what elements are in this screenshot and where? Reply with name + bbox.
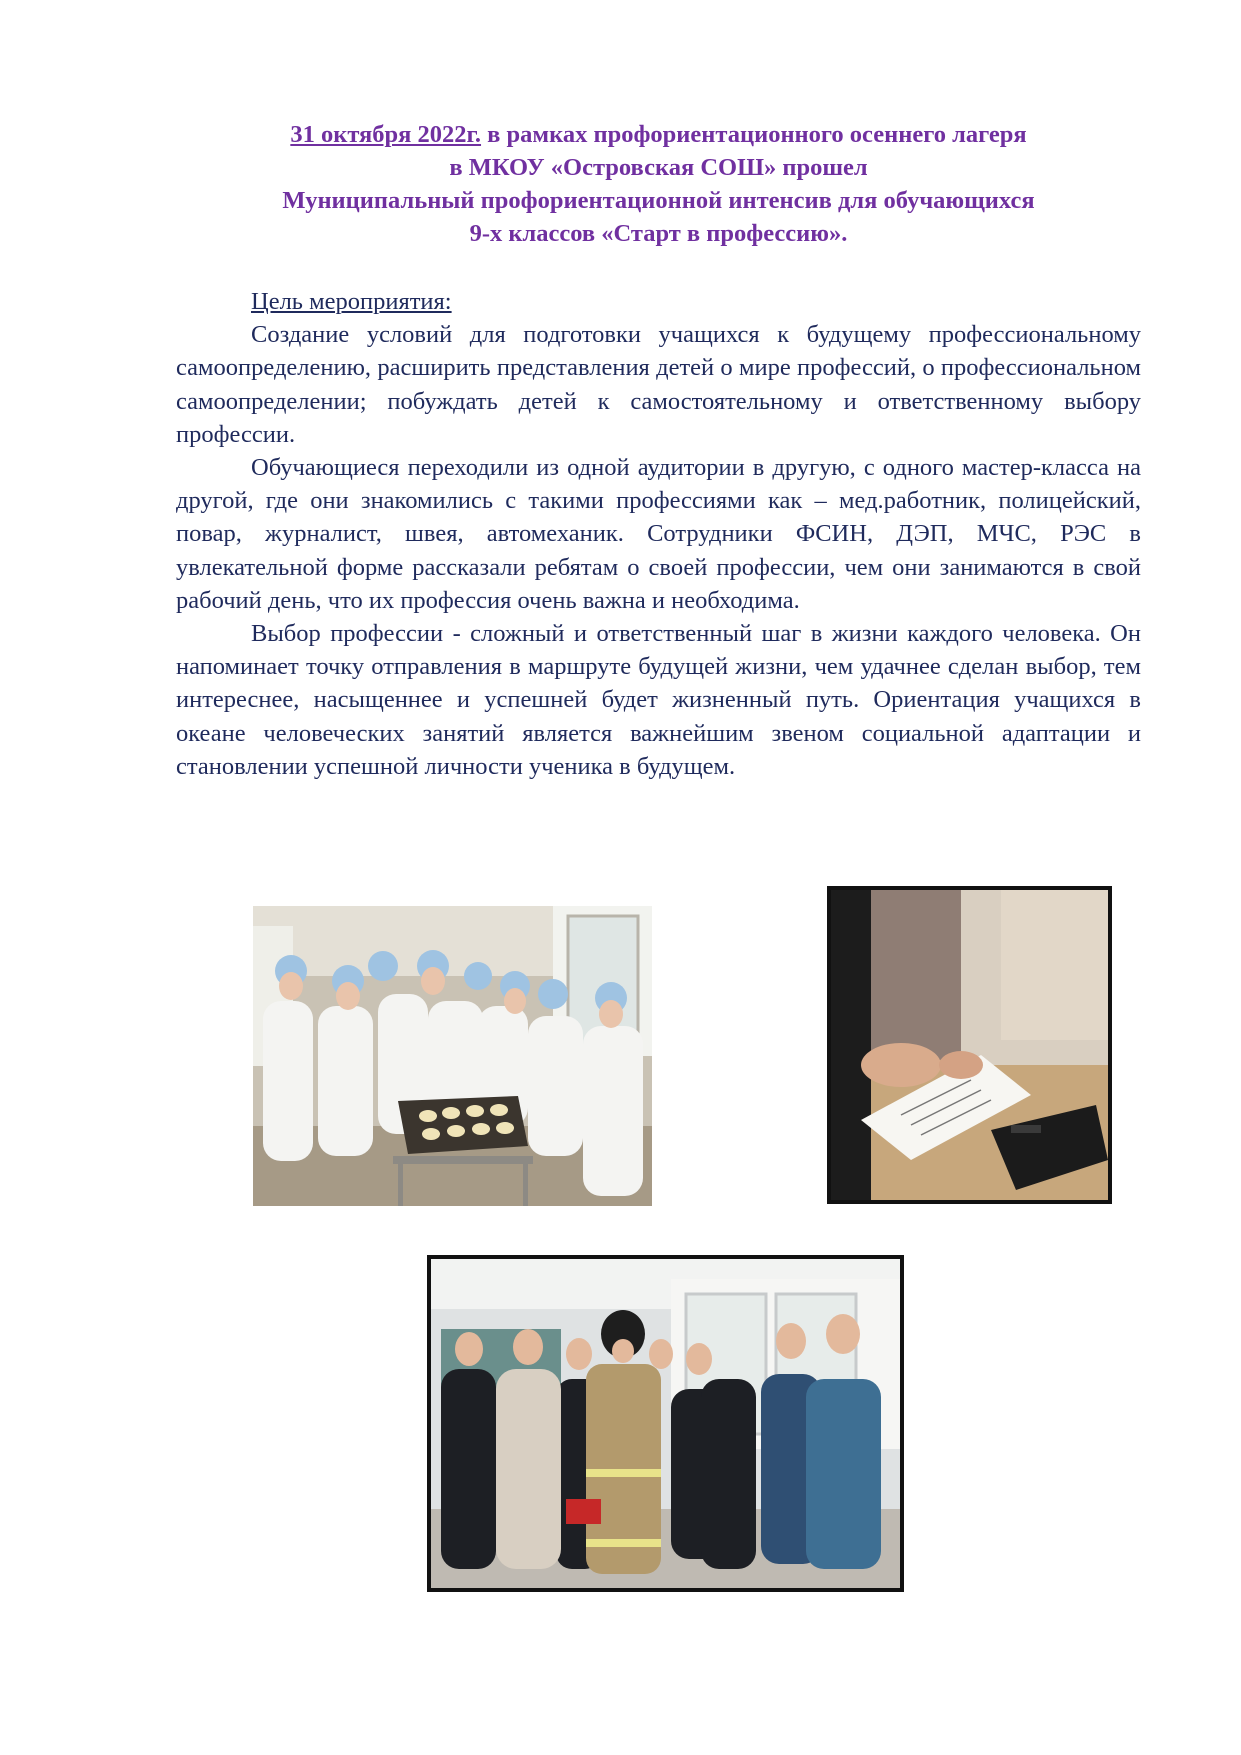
article-body — [176, 285, 1141, 783]
event-heading — [176, 118, 1141, 250]
paragraph-masterclasses: Обучающиеся переходили из одной аудитории в другую, с одного мастер-класса на другой, где они знакомились с такими профессиями как – мед.работник, полицейский, повар, журналист, швея, автомеханик. Сотрудники ФСИН, ДЭП, МЧС, РЭС в увлекательной форме рассказали ребятам о своей профессии, чем они занимаются в свой рабочий день, что их профессия очень важна и необходима. — [176, 454, 1141, 614]
heading-line-1: 31 октября 2022г. в рамках профориентационного осеннего лагеря — [290, 121, 1027, 148]
photo-firefighters — [427, 1255, 904, 1592]
event-date: 31 октября 2022г. — [290, 121, 482, 148]
photo-cooking-class — [253, 906, 652, 1206]
heading-line-4: 9-х классов «Старт в профессию». — [469, 220, 848, 247]
photo-fingerprinting — [827, 886, 1112, 1204]
paragraph-career-choice: Выбор профессии - сложный и ответственный шаг в жизни каждого человека. Он напоминает точку отправления в маршруте будущей жизни, чем удачнее сделан выбор, тем интереснее, насыщеннее и успешней будет жизненный путь. Ориентация учащихся в океане человеческих занятий является важнейшим звеном социальной адаптации и становлении успешной личности ученика в будущем. — [176, 620, 1141, 780]
paragraph-goal: Создание условий для подготовки учащихся к будущему профессиональному самоопределению, расширить представления детей о мире профессий, о профессиональном самоопределении; побуждать детей к самостоятельному и ответственному выбору профессии. — [176, 321, 1141, 448]
goal-label-paragraph — [176, 285, 1141, 318]
heading-line-2: в МКОУ «Островская СОШ» прошел — [449, 154, 868, 181]
heading-line-3: Муниципальный профориентационной интенсив для обучающихся — [282, 187, 1035, 214]
goal-label: Цель мероприятия: — [251, 288, 452, 315]
